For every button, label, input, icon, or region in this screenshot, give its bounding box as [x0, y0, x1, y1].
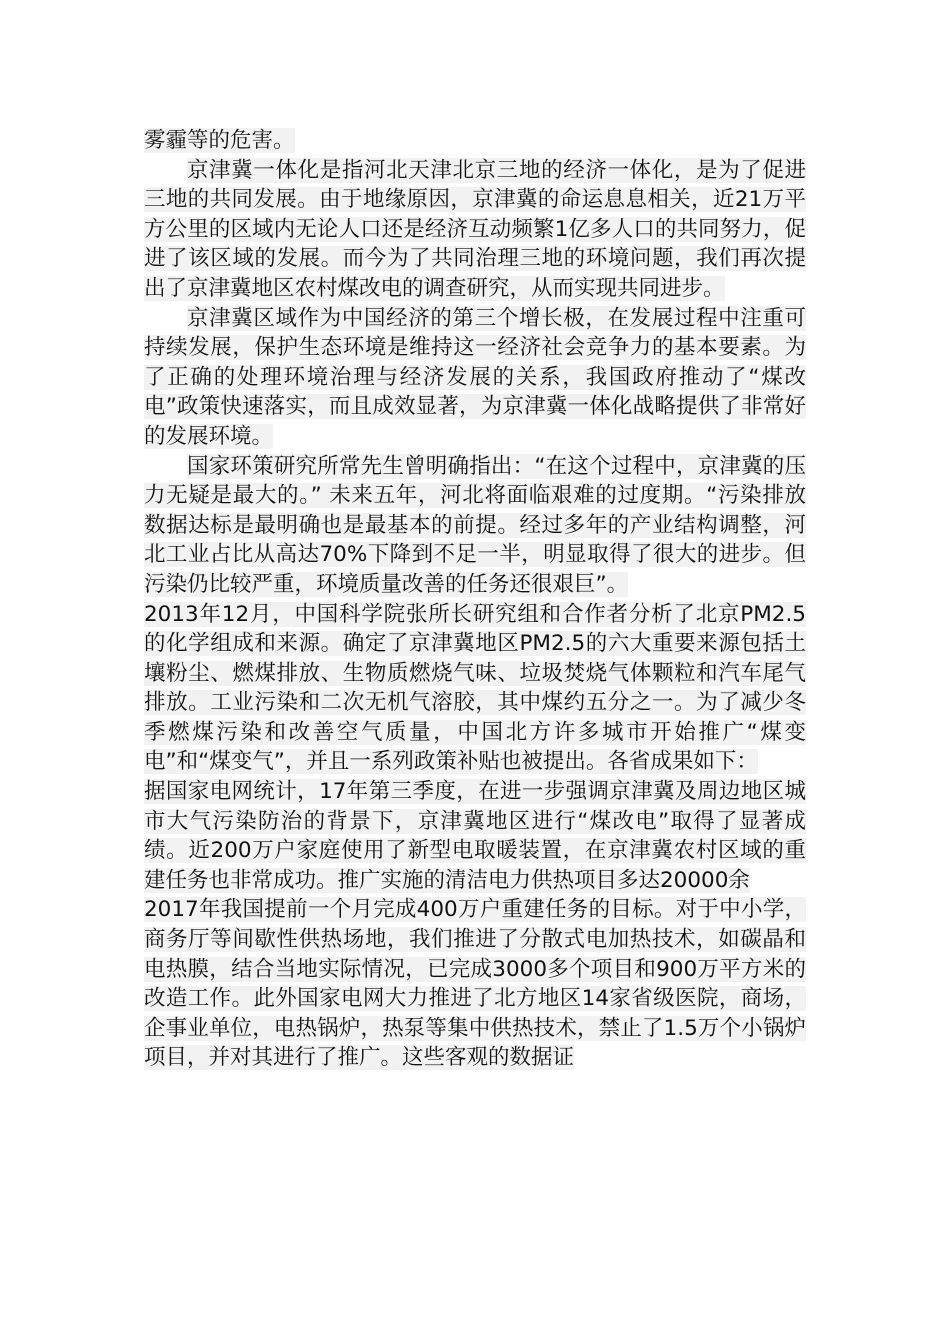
paragraph-5-text: 2013年12月，中国科学院张所长研究组和合作者分析了北京PM2.5的化学组成和来源。确定了京津冀地区PM2.5的六大重要来源包括土壤粉尘、燃煤排放、生物质燃烧气味、垃圾焚烧气体颗粒和汽车尾气排放。工业污染和二次无机气溶胶，其中煤约五分之一。为了减少冬季燃煤污染和改善空气质量，中国北方许多城市开始推广“煤变电”和“煤变气”，并且一系列政策补贴也被提出。各省成果如下：: [144, 601, 806, 775]
paragraph-7-text: 2017年我国提前一个月完成400万户重建任务的目标。对于中小学，商务厅等间歇性供热场地，我们推进了分散式电加热技术，如碳晶和电热膜，结合当地实际情况，已完成3000多个项目和900万平方米的改造工作。此外国家电网大力推进了北方地区14家省级医院，商场，企事业单位，电热锅炉，热泵等集中供热技术，禁止了1.5万个小锅炉项目，并对其进行了推广。这些客观的数据证: [144, 897, 806, 1071]
paragraph-3-text: 京津冀区域作为中国经济的第三个增长极，在发展过程中注重可持续发展，保护生态环境是维持这一经济社会竞争力的基本要素。为了正确的处理环境治理与经济发展的关系，我国政府推动了“煤改电”政策快速落实，而且成效显著，为京津冀一体化战略提供了非常好的发展环境。: [144, 305, 806, 449]
paragraph-2: [144, 156, 806, 304]
paragraph-7: [144, 895, 806, 1073]
paragraph-4-text: 国家环策研究所常先生曾明确指出：“在这个过程中，京津冀的压力无疑是最大的。” 未来五年，河北将面临艰难的过度期。“污染排放数据达标是最明确也是最基本的前提。经过多年的产业结构调整，河北工业占比从高达70%下降到不足一半，明显取得了很大的进步。但污染仍比较严重，环境质量改善的任务还很艰巨”。: [144, 453, 806, 597]
paragraph-3: [144, 304, 806, 452]
paragraph-2-text: 京津冀一体化是指河北天津北京三地的经济一体化，是为了促进三地的共同发展。由于地缘原因，京津冀的命运息息相关，近21万平方公里的区域内无论人口还是经济互动频繁1亿多人口的共同努力，促进了该区域的发展。而今为了共同治理三地的环境问题，我们再次提出了京津冀地区农村煤改电的调查研究，从而实现共同进步。: [144, 157, 806, 301]
paragraph-1-text: 雾霾等的危害。: [144, 128, 295, 153]
paragraph-1: [144, 126, 806, 156]
paragraph-5: [144, 600, 806, 778]
paragraph-4: [144, 452, 806, 600]
paragraph-6-text: 据国家电网统计，17年第三季度，在进一步强调京津冀及周边地区城市大气污染防治的背景下，京津冀地区进行“煤改电”取得了显著成绩。近200万户家庭使用了新型电取暖装置，在京津冀农村区域的重建任务也非常成功。推广实施的清洁电力供热项目多达20000余: [144, 779, 806, 893]
document-page: [144, 126, 806, 1073]
paragraph-6: [144, 777, 806, 895]
